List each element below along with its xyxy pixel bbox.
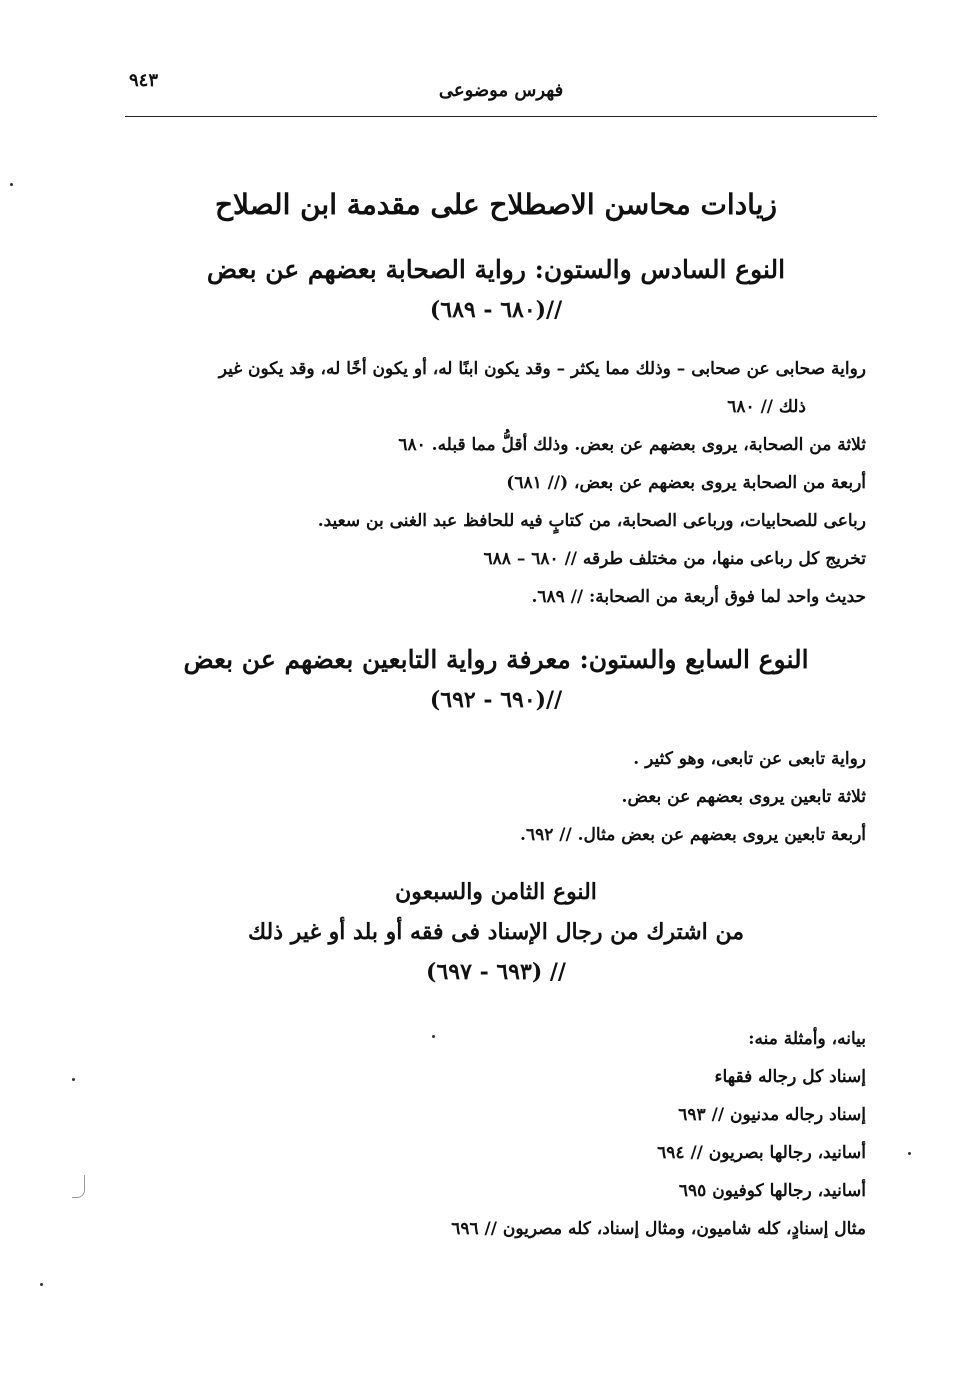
index-entry: أربعة تابعين يروى بعضهم عن بعض مثال. // ٦٩٢. xyxy=(520,825,866,845)
section-entries-78 xyxy=(106,1020,866,1248)
scan-speck xyxy=(40,1283,43,1286)
main-title: زيادات محاسن الاصطلاح على مقدمة ابن الصلاح xyxy=(214,188,778,221)
section-heading-66 xyxy=(120,250,872,330)
index-entry: رواية صحابى عن صحابى – وذلك مما يكثر – وقد يكون ابنًا له، أو يكون أخًا له، وقد يكون غير xyxy=(218,359,866,379)
section-entries-67 xyxy=(106,740,866,854)
section-heading-78 xyxy=(120,872,872,992)
section-heading-text: النوع السادس والستون: رواية الصحابة بعضهم عن بعض xyxy=(206,255,786,284)
scan-speck xyxy=(432,1035,435,1038)
section-page-ref: // (٦٩٣ - ٦٩٧) xyxy=(426,959,566,985)
index-entry: بيانه، وأمثلة منه: xyxy=(748,1029,866,1049)
section-heading-text: النوع الثامن والسبعون xyxy=(395,879,597,905)
section-heading-67 xyxy=(120,640,872,720)
page-number: ٩٤٣ xyxy=(129,70,159,91)
index-entry: مثال إسنادٍ، كله شاميون، ومثال إسناد، كله مصريون // ٦٩٦ xyxy=(451,1219,866,1239)
index-entry: ثلاثة تابعين يروى بعضهم عن بعض. xyxy=(621,787,866,807)
running-header xyxy=(125,70,877,117)
section-subheading: من اشترك من رجال الإسناد فى فقه أو بلد أو غير ذلك xyxy=(248,919,744,945)
scan-speck xyxy=(908,1152,911,1155)
section-heading-text: النوع السابع والستون: معرفة رواية التابعين بعضهم عن بعض xyxy=(183,645,809,674)
index-entry: ثلاثة من الصحابة، يروى بعضهم عن بعض. وذلك أقلُّ مما قبله. ٦٨٠ xyxy=(398,435,866,455)
index-entry-continuation: ذلك // ٦٨٠ xyxy=(727,397,806,417)
index-entry: رباعى للصحابيات، ورباعى الصحابة، من كتابٍ فيه للحافظ عبد الغنى بن سعيد. xyxy=(317,511,866,531)
scan-speck xyxy=(72,1078,75,1081)
index-entry: أسانيد، رجالها بصريون // ٦٩٤ xyxy=(657,1143,866,1163)
index-entry: إسناد رجاله مدنيون // ٦٩٣ xyxy=(678,1105,866,1125)
scan-speck xyxy=(10,183,13,186)
margin-mark xyxy=(72,1175,85,1198)
index-entry: تخريج كل رباعى منها، من مختلف طرقه // ٦٨٠ – ٦٨٨ xyxy=(483,549,866,569)
section-page-ref: //(٦٩٠ - ٦٩٢) xyxy=(429,687,563,713)
index-entry: رواية تابعى عن تابعى، وهو كثير . xyxy=(633,749,866,769)
section-page-ref: //(٦٨٠ - ٦٨٩) xyxy=(429,297,563,323)
index-entry: إسناد كل رجاله فقهاء xyxy=(714,1067,866,1087)
running-title: فهرس موضوعى xyxy=(438,80,564,101)
index-entry: حديث واحد لما فوق أربعة من الصحابة: // ٦٨٩. xyxy=(531,587,866,607)
index-entry: أسانيد، رجالها كوفيون ٦٩٥ xyxy=(678,1181,866,1201)
index-entry: أربعة من الصحابة يروى بعضهم عن بعض، (// ٦٨١) xyxy=(506,473,866,493)
section-entries-66 xyxy=(106,350,866,616)
